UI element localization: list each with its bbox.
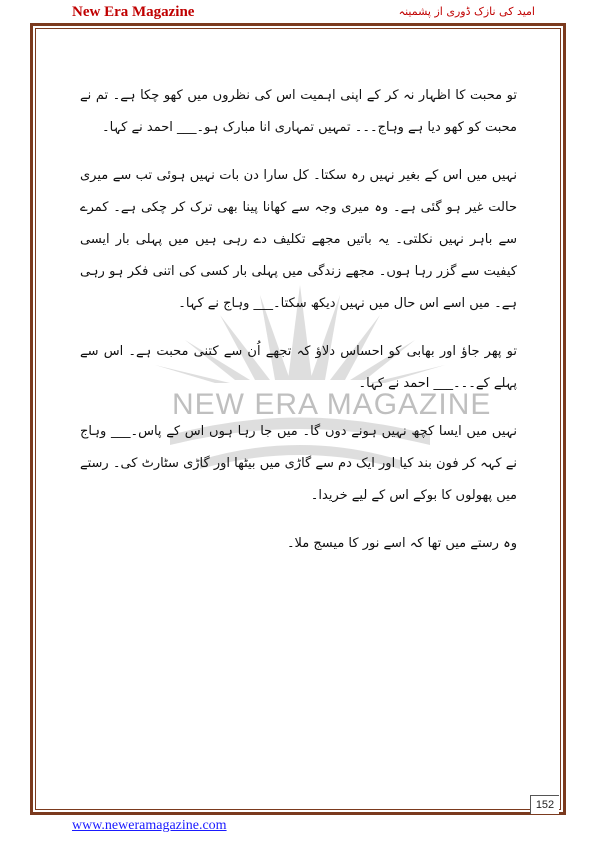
paragraph: تو پھر جاؤ اور بھابی کو احساس دلاؤ کہ تجھے اُن سے کتنی محبت ہے۔ اس سے پہلے کے۔۔۔___ احمد نے کہا۔ — [80, 344, 517, 391]
page-number: 152 — [530, 795, 559, 814]
paragraph: نہیں میں اس کے بغیر نہیں رہ سکتا۔ کل سارا دن بات نہیں ہوئی تب سے میری حالت غیر ہو گئی ہے۔ وہ میری وجہ سے کھانا پینا بھی ترک کر چکی ہے۔ کمرے سے باہر نہیں نکلتی۔ یہ باتیں مجھے تکلیف دے رہی ہیں میں پہلی بار ایسی کیفیت سے گزر رہا ہوں۔ مجھے زندگی میں پہلی بار کسی کی اتنی فکر ہو رہی ہے۔ میں اسے اس حال میں نہیں دیکھ سکتا۔___ وہاج نے کہا۔ — [80, 168, 517, 311]
watermark-text: NEW ERA MAGAZINE — [172, 388, 492, 421]
story-title: امید کی نازک ڈوری از پشمینہ — [398, 5, 535, 18]
website-link[interactable]: www.neweramagazine.com — [72, 818, 227, 833]
magazine-name: New Era Magazine — [72, 4, 195, 20]
paragraph: وہ رستے میں تھا کہ اسے نور کا میسج ملا۔ — [286, 536, 517, 551]
paragraph: نہیں میں ایسا کچھ نہیں ہونے دوں گا۔ میں جا رہا ہوں اس کے پاس۔___ وہاج نے کہہ کر فون بند کیا اور ایک دم سے گاڑی میں بیٹھا اور گاڑی سٹارٹ کی۔ رستے میں پھولوں کا بوکے اس کے لیے خریدا۔ — [80, 424, 517, 503]
article-body — [80, 80, 517, 576]
paragraph: تو محبت کا اظہار نہ کر کے اپنی اہمیت اس کی نظروں میں کھو چکا ہے۔ تم نے محبت کو کھو دیا ہے وہاج۔۔۔ تمہیں تمہاری انا مبارک ہو۔___ احمد نے کہا۔ — [80, 88, 517, 135]
